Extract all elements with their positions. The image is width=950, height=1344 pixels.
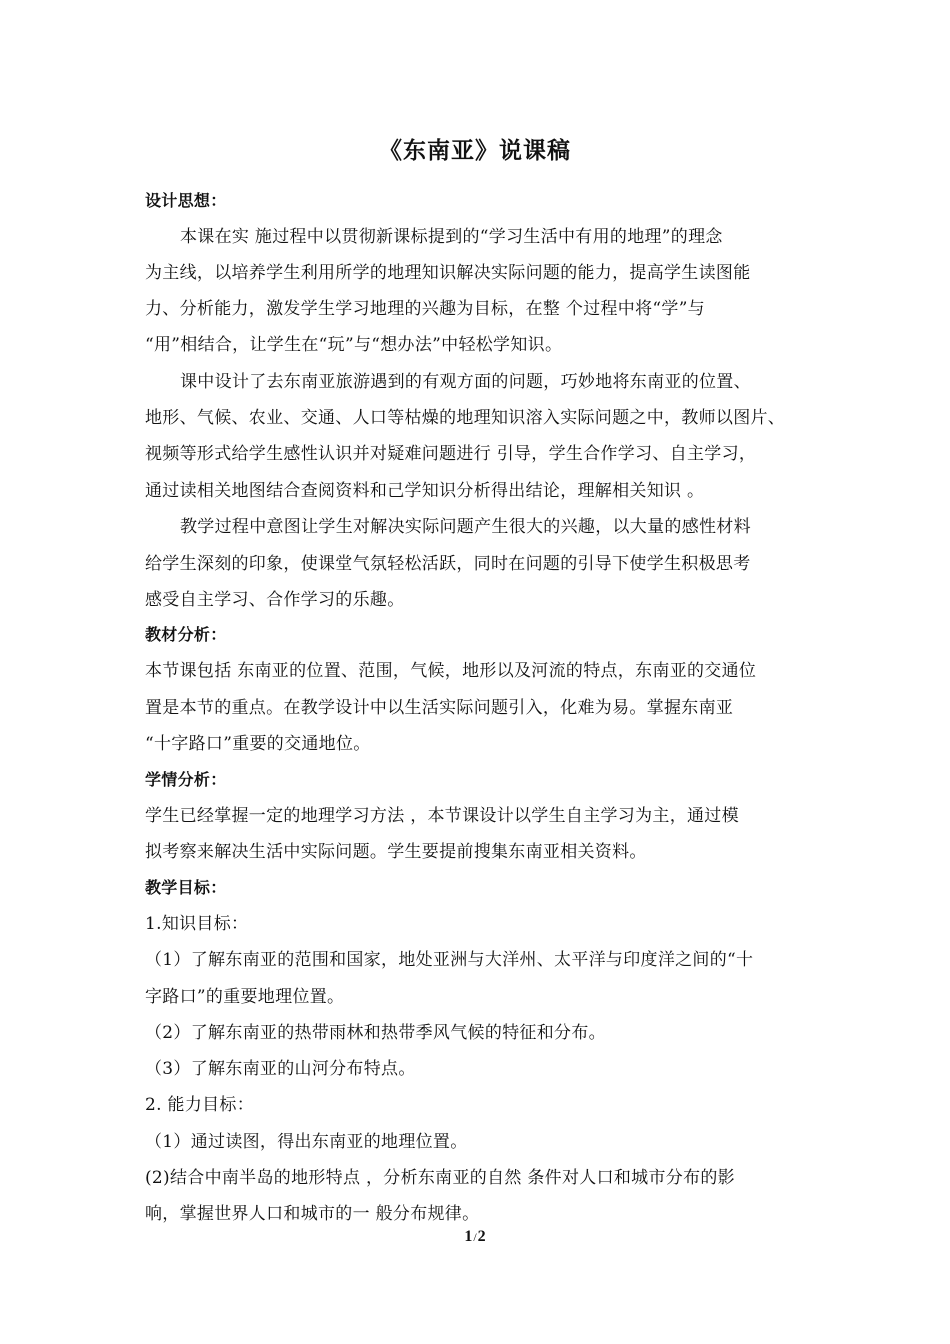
page-current: 1 <box>464 1228 473 1245</box>
document-title: 《东南亚》说课稿 <box>379 138 571 164</box>
section-heading-goals: 教学目标： <box>145 878 227 897</box>
paragraph-line: 为主线，以培养学生利用所学的地理知识解决实际问题的能力，提高学生读图能 <box>145 263 751 283</box>
paragraph-line: 感受自主学习、合作学习的乐趣。 <box>145 590 405 610</box>
list-item: 2. 能力目标： <box>145 1095 255 1115</box>
paragraph-line: “十字路口”重要的交通地位。 <box>145 734 371 754</box>
page-separator: / <box>473 1230 477 1244</box>
paragraph-line: 拟考察来解决生活中实际问题。学生要提前搜集东南亚相关资料。 <box>145 842 647 862</box>
paragraph-line: 学生已经掌握一定的地理学习方法 ，本节课设计以学生自主学习为主，通过模 <box>145 806 739 826</box>
section-heading-material: 教材分析： <box>145 625 227 644</box>
paragraph-line: 视频等形式给学生感性认识并对疑难问题进行 引导，学生合作学习、自主学习， <box>145 444 757 464</box>
paragraph-line: 通过读相关地图结合查阅资料和己学知识分析得出结论，理解相关知识 。 <box>145 481 705 501</box>
paragraph-line: 教学过程中意图让学生对解决实际问题产生很大的兴趣，以大量的感性材料 <box>180 517 751 537</box>
list-item: （2）了解东南亚的热带雨林和热带季风气候的特征和分布。 <box>145 1023 606 1043</box>
paragraph-line: 本节课包括 东南亚的位置、范围，气候，地形以及河流的特点，东南亚的交通位 <box>145 661 757 681</box>
list-item: 1.知识目标： <box>145 914 249 934</box>
list-item: 字路口”的重要地理位置。 <box>145 987 345 1007</box>
page-number <box>0 1228 950 1246</box>
page-total: 2 <box>477 1228 486 1245</box>
paragraph-line: 课中设计了去东南亚旅游遇到的有观方面的问题，巧妙地将东南亚的位置、 <box>180 372 751 392</box>
list-item: 响，掌握世界人口和城市的一 般分布规律。 <box>145 1204 480 1224</box>
list-item: (2)结合中南半岛的地形特点 ，分析东南亚的自然 条件对人口和城市分布的影 <box>145 1168 735 1188</box>
section-heading-students: 学情分析： <box>145 770 227 789</box>
paragraph-line: 置是本节的重点。在教学设计中以生活实际问题引入，化难为易。掌握东南亚 <box>145 698 734 718</box>
paragraph-line: 给学生深刻的印象，使课堂气氛轻松活跃，同时在问题的引导下使学生积极思考 <box>145 554 751 574</box>
list-item: （3）了解东南亚的山河分布特点。 <box>145 1059 416 1079</box>
list-item: （1）通过读图，得出东南亚的地理位置。 <box>145 1132 468 1152</box>
section-heading-design: 设计思想： <box>145 191 227 210</box>
paragraph-line: 本课在实 施过程中以贯彻新课标提到的“学习生活中有用的地理”的理念 <box>180 227 723 247</box>
paragraph-line: 地形、气候、农业、交通、人口等枯燥的地理知识溶入实际问题之中，教师以图片、 <box>145 408 786 428</box>
list-item: （1）了解东南亚的范围和国家，地处亚洲与大洋州、太平洋与印度洋之间的“十 <box>145 950 754 970</box>
paragraph-line: 力、分析能力，激发学生学习地理的兴趣为目标，在整 个过程中将“学”与 <box>145 299 705 319</box>
paragraph-line: “用”相结合，让学生在“玩”与“想办法”中轻松学知识。 <box>145 335 563 355</box>
